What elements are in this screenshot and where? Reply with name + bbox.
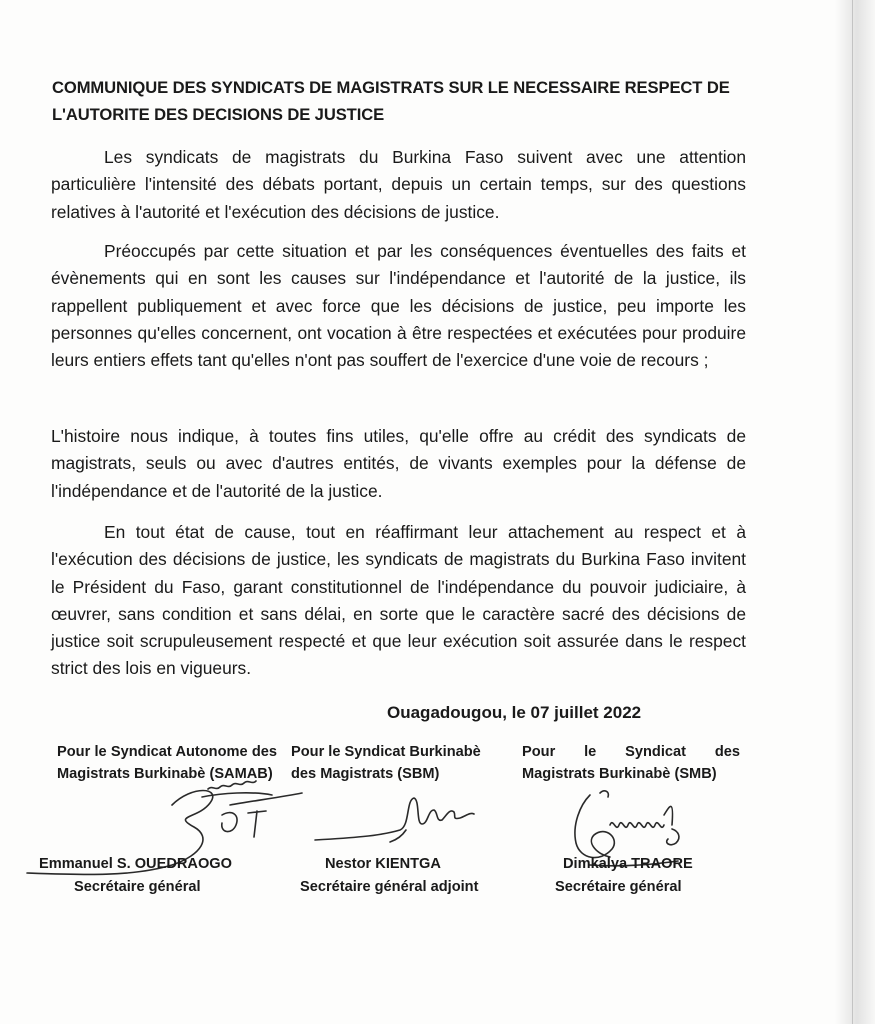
signature-sbm-icon	[310, 790, 480, 850]
signatory-role: Secrétaire général adjoint	[300, 879, 479, 895]
signatory-sbm	[291, 741, 509, 785]
signatory-heading-line-1: Pour le Syndicat Burkinabè	[291, 744, 481, 760]
signatory-role: Secrétaire général	[74, 879, 201, 895]
page-edge-shadow	[835, 0, 875, 1024]
signatory-role: Secrétaire général	[555, 879, 682, 895]
signatory-name: Dimkalya TRAORE	[563, 856, 693, 872]
signatory-heading: Pour le Syndicat Autonome des Magistrats Burkinabè (SAMAB)	[57, 744, 277, 782]
place-date: Ouagadougou, le 07 juillet 2022	[387, 703, 642, 722]
signatory-name: Emmanuel S. OUEDRAOGO	[39, 856, 232, 872]
signatory-heading-line-2: des Magistrats (SBM)	[291, 766, 440, 782]
document-title: COMMUNIQUE DES SYNDICATS DE MAGISTRATS SUR LE NECESSAIRE RESPECT DE L'AUTORITE DES DECISIONS DE JUSTICE	[52, 78, 730, 124]
signatory-name: Nestor KIENTGA	[325, 856, 441, 872]
page-edge-line	[852, 0, 853, 1024]
paragraph-1: Les syndicats de magistrats du Burkina Faso suivent avec une attention particulière l'intensité des débats portant, depuis un certain temps, sur des questions relatives à l'autorité et l'exécution des décisions de justice.	[51, 147, 746, 222]
paragraph-4: En tout état de cause, tout en réaffirmant leur attachement au respect et à l'exécution des décisions de justice, les syndicats de magistrats du Burkina Faso invitent le Président du Faso, garant constitutionnel de l'indépendance du pouvoir judiciaire, à œuvrer, sans condition et sans délai, en sorte que le caractère sacré des décisions de justice soit scrupuleusement respecté et que leur exécution soit assurée dans le respect strict des lois en vigueurs.	[51, 522, 746, 679]
paragraph-3: L'histoire nous indique, à toutes fins utiles, qu'elle offre au crédit des syndicats de magistrats, seuls ou avec d'autres entités, de vivants exemples pour la défense de l'indépendance et de l'autorité de la justice.	[51, 426, 746, 501]
signatory-heading: Pour le Syndicat des Magistrats Burkinabè (SMB)	[522, 744, 740, 782]
signatory-smb	[522, 741, 740, 785]
paragraph-2: Préoccupés par cette situation et par les conséquences éventuelles des faits et évènements qui en sont les causes sur l'indépendance et l'autorité de la justice, ils rappellent publiquement et avec force que les décisions de justice, peu importe les personnes qu'elles concernent, ont vocation à être respectées et exécutées pour produire leurs entiers effets tant qu'elles n'ont pas souffert de l'exercice d'une voie de recours ;	[51, 241, 746, 371]
